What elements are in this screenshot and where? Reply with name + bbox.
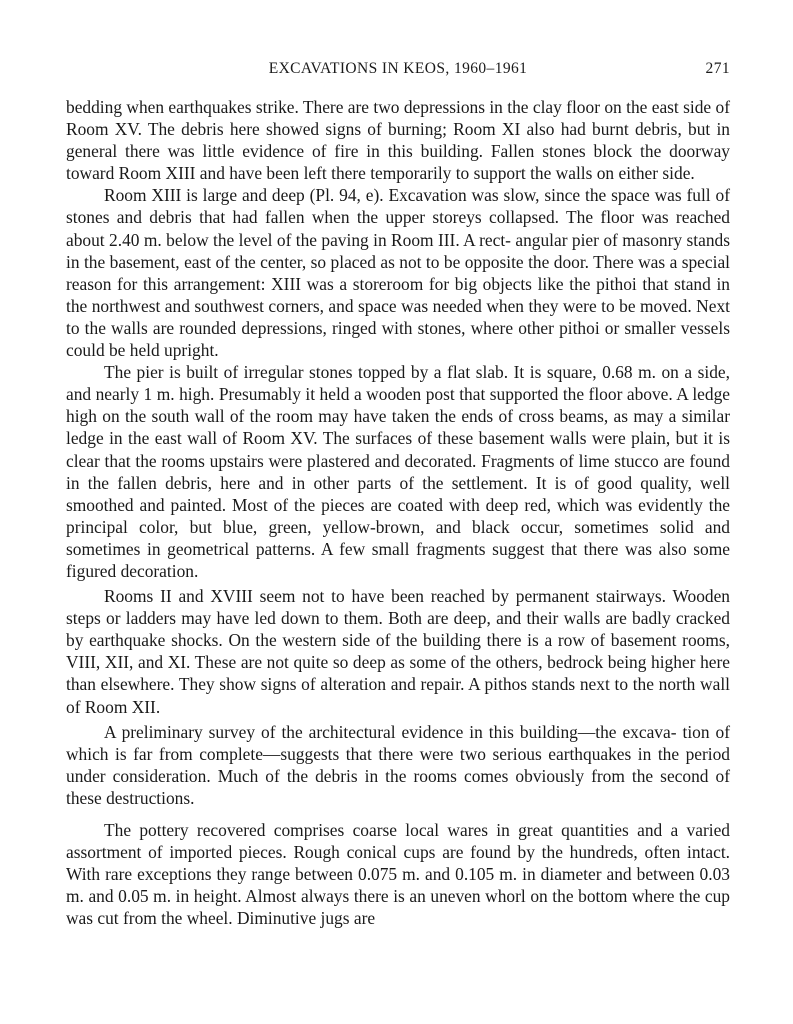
paragraph-pier: The pier is built of irregular stones topped by a flat slab. It is square, 0.68 m. on a side, and nearly 1 m. high. Presumably it held a wooden post that supported the floor above. A ledge high on the south wall of the room may have taken the ends of cross beams, as may a similar ledge in the east wall of Room XV. The surfaces of these basement walls were plain, but it is clear that the rooms upstairs were plastered and decorated. Fragments of lime stucco are found in the fallen debris, here and in other parts of the settlement. It is of good quality, well smoothed and painted. Most of the pieces are coated with deep red, which was evidently the principal color, but blue, green, yellow-brown, and black occur, sometimes solid and sometimes in geometrical patterns. A few small fragments suggest that there was also some figured decoration. [66, 362, 730, 581]
paragraph-survey: A preliminary survey of the architectural evidence in this building—the excava- tion of which is far from complete—suggests that there were two serious earthquakes in the period under consideration. Much of the debris in the rooms comes obviously from the second of these destructions. [66, 721, 730, 808]
paragraph-room-xiii: Room XIII is large and deep (Pl. 94, e). Excavation was slow, since the space was full of stones and debris that had fallen when the upper storeys collapsed. The floor was reached about 2.40 m. below the level of the paving in Room III. A rect- angular pier of masonry stands in the basement, east of the center, so placed as not to be opposite the door. There was a special reason for this arrangement: XIII was a storeroom for big objects like the pithoi that stand in the northwest and southwest corners, and space was needed when they were to be moved. Next to the walls are rounded depressions, ringed with stones, where other pithoi or smaller vessels could be held upright. [66, 185, 730, 361]
paragraph-continued: bedding when earthquakes strike. There are two depressions in the clay floor on the east side of Room XV. The debris here showed signs of burning; Room XI also had burnt debris, but in general there was little evidence of fire in this building. Fallen stones block the doorway toward Room XIII and have been left there temporarily to support the walls on either side. [66, 97, 730, 184]
running-title: EXCAVATIONS IN KEOS, 1960–1961 [268, 60, 528, 77]
body-text [66, 96, 730, 929]
running-head [66, 60, 730, 86]
paragraph-pottery: The pottery recovered comprises coarse local wares in great quantities and a varied assortment of imported pieces. Rough conical cups are found by the hundreds, often intact. With rare exceptions they range between 0.075 m. and 0.105 m. in diameter and between 0.03 m. and 0.05 m. in height. Almost always there is an uneven whorl on the bottom where the cup was cut from the wheel. Diminutive jugs are [66, 820, 730, 929]
page [66, 60, 730, 929]
page-number: 271 [705, 60, 730, 77]
paragraph-rooms-ii-xviii: Rooms II and XVIII seem not to have been reached by permanent stairways. Wooden steps or ladders may have led down to them. Both are deep, and their walls are badly cracked by earthquake shocks. On the western side of the building there is a row of basement rooms, VIII, XII, and XI. These are not quite so deep as some of the others, bedrock being higher here than elsewhere. They show signs of alteration and repair. A pithos stands next to the north wall of Room XII. [66, 586, 730, 717]
